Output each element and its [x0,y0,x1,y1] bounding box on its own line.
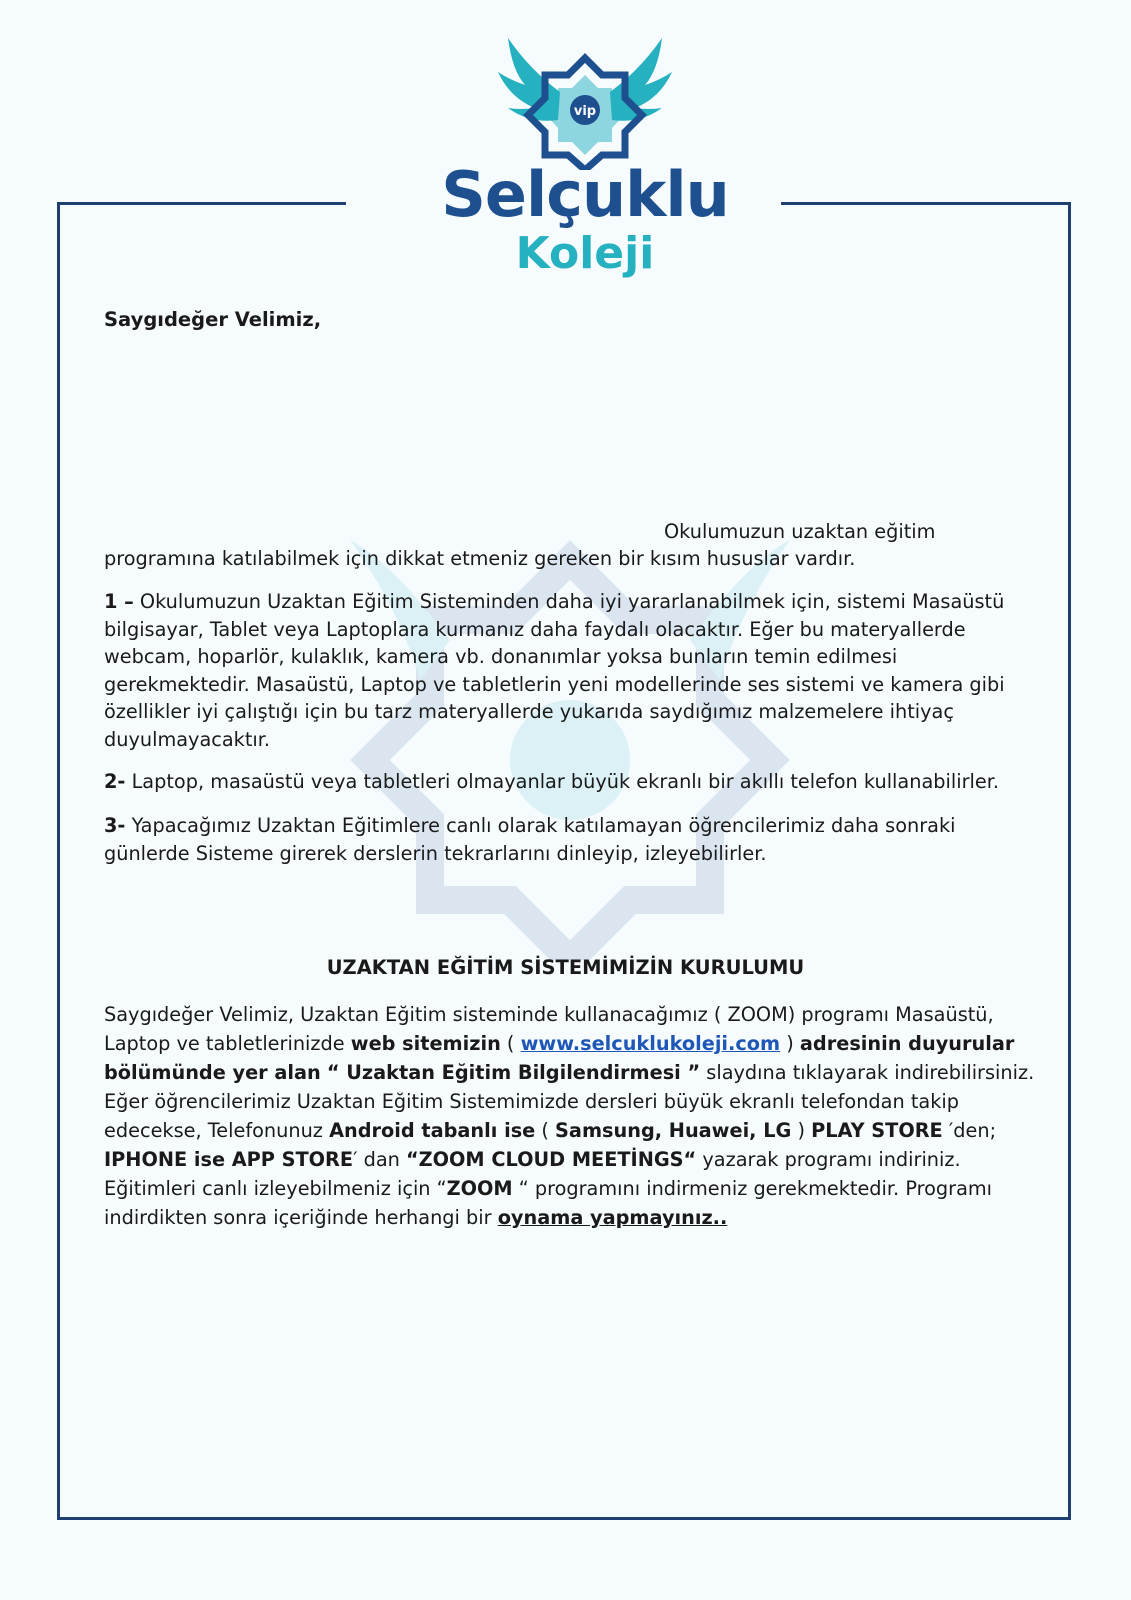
logo-name: Selçuklu [441,158,729,231]
setup-bold: PLAY STORE [811,1119,943,1142]
vip-badge-label: vip [573,104,597,119]
greeting: Saygıdeğer Velimiz, [104,308,322,331]
setup-bold: Android tabanlı ise [329,1119,536,1142]
intro-line-2: programına katılabilmek için dikkat etmeniz gereken bir kısım hususlar vardır. [104,547,856,570]
setup-text: Saygıdeğer Velimiz, Uzaktan Eğitim sisteminde kullanacağımız ( ZOOM) programı Masaüstü, Laptop ve tabletlerinizde [104,1003,994,1055]
item-text: Okulumuzun Uzaktan Eğitim Sisteminden daha iyi yararlanabilmek için, sistemi Masaüstü bilgisayar, Tablet veya Laptoplara kurmanız daha faydalı olacaktır. Eğer bu materyallerde webcam, hoparlör, kulaklık, kamera vb. donanımlar yoksa bunların temin edilmesi gerekmektedir. Masaüstü, Laptop ve tabletlerin yeni modellerinde ses sistemi ve kamera gibi özellikler iyi çalıştığı için bu tarz materyallerde yukarıda saydığımız malzemelere ihtiyaç duyulmayacaktır. [104,590,1005,751]
setup-text: ′den; [942,1119,997,1142]
setup-text: yazarak programı indiriniz. Eğitimleri canlı izleyebilmeniz için “ [104,1148,961,1200]
setup-text: ′ dan [353,1148,406,1171]
frame-top-left-line [57,202,346,205]
list-item [104,812,1039,867]
intro-line-1: Okulumuzun uzaktan eğitim [664,520,936,543]
setup-bold: web sitemizin [350,1032,501,1055]
item-text: Yapacağımız Uzaktan Eğitimlere canlı olarak katılamayan öğrencilerimiz daha sonraki günlerde Sisteme girerek derslerin tekrarlarını dinleyip, izleyebilirler. [104,814,956,865]
setup-paragraph [104,1000,1044,1232]
setup-text: “ programını indirmeniz gerekmektedir. Programı indirdikten sonra içeriğinde herhangi bir [104,1177,993,1229]
item-number: 1 – [104,590,134,613]
website-link[interactable]: www.selcuklukoleji.com [520,1032,781,1055]
setup-bold: Samsung, Huawei, LG [555,1119,792,1142]
setup-text: ) [780,1032,800,1055]
logo-subtitle: Koleji [515,228,655,279]
eagle-emblem-icon [490,30,680,170]
frame-left-line [57,202,60,1520]
item-text: Laptop, masaüstü veya tabletleri olmayanlar büyük ekranlı bir akıllı telefon kullanabilirler. [131,770,1000,793]
item-number: 3- [104,814,126,837]
frame-bottom-line [57,1517,1071,1520]
item-number: 2- [104,770,126,793]
setup-text: ( [500,1032,521,1055]
intro-paragraph [104,518,1044,572]
setup-bold: “ Uzaktan Eğitim Bilgilendirmesi ” [326,1061,701,1084]
frame-right-line [1068,202,1071,1520]
list-item [104,768,1039,796]
setup-bold: IPHONE ise APP STORE [104,1148,354,1171]
setup-text: ) [791,1119,812,1142]
setup-text: ( [535,1119,556,1142]
school-logo [435,30,735,295]
list-item [104,588,1039,753]
setup-bold: ZOOM [446,1177,513,1200]
warning-underlined: oynama yapmayınız.. [497,1206,728,1229]
setup-bold: “ZOOM CLOUD MEETİNGS“ [406,1148,697,1171]
frame-top-right-line [781,202,1071,205]
section-title: UZAKTAN EĞİTİM SİSTEMİMİZİN KURULUMU [326,956,805,979]
setup-text: slaydına tıklayarak indirebilirsiniz. Eğer öğrencilerimiz Uzaktan Eğitim Sistemimizde dersleri büyük ekranlı telefondan takip edecekse, Telefonunuz [104,1061,1035,1142]
setup-bold: adresinin duyurular bölümünde yer alan [104,1032,1015,1084]
